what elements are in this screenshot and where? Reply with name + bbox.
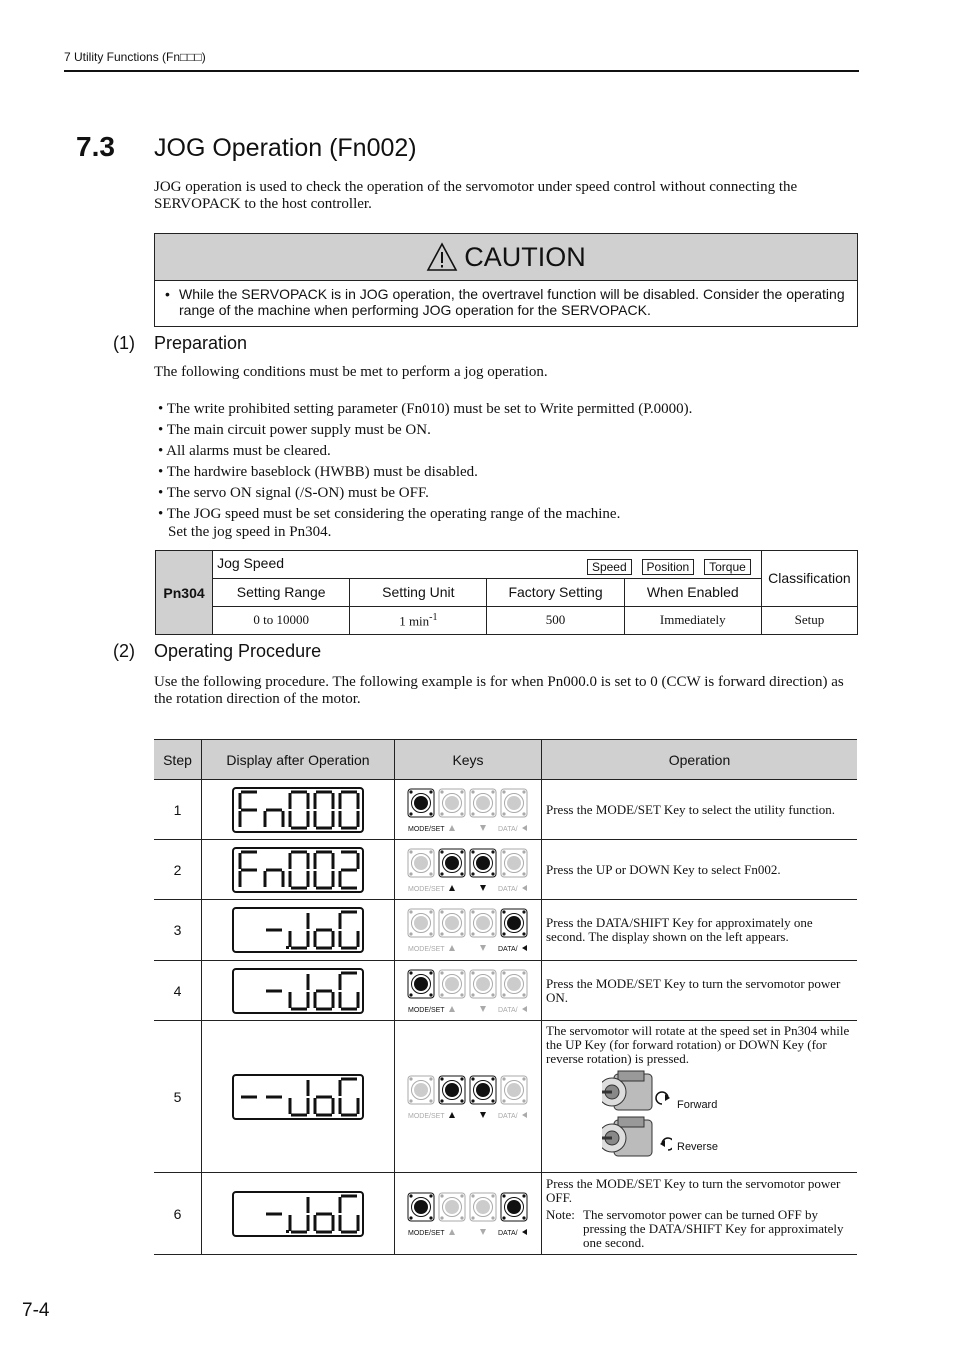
- display-segment: [239, 871, 242, 887]
- down-key: [470, 789, 496, 817]
- display-segment: [307, 913, 310, 929]
- column-header: Display after Operation: [202, 740, 395, 780]
- display-segment: [264, 871, 267, 887]
- shift-arrow-icon: [522, 1006, 527, 1012]
- mode-set-label: MODE/SET: [408, 946, 445, 953]
- warning-triangle-icon: [426, 242, 458, 272]
- display-segment: [341, 886, 357, 889]
- table-row: [154, 900, 857, 961]
- down-arrow-icon: [480, 1112, 486, 1118]
- mode-set-label: MODE/SET: [408, 1006, 445, 1014]
- column-header: Operation: [542, 740, 858, 780]
- data-shift-key: [501, 909, 527, 937]
- table-row: [154, 1173, 857, 1255]
- display-segment: [339, 974, 342, 990]
- display-segment: [314, 811, 317, 827]
- column-header: When Enabled: [624, 579, 761, 606]
- display-segment: [341, 1230, 357, 1233]
- display-segment: [341, 971, 357, 974]
- display-segment: [289, 871, 292, 887]
- mode-badge: Torque: [704, 559, 751, 575]
- mode-set-label: MODE/SET: [408, 1229, 445, 1237]
- display-segment: [291, 947, 307, 950]
- down-arrow-icon: [480, 885, 486, 891]
- section-intro: JOG operation is used to check the operation of the servomotor under speed control without connecting the SERVOPACK to the host controller.: [154, 179, 798, 212]
- section-title: JOG Operation (Fn002): [154, 134, 417, 162]
- data-shift-key: [501, 1193, 527, 1221]
- seven-segment-display: [202, 907, 394, 953]
- param-name: Jog Speed: [217, 555, 285, 571]
- keypad-svg: [406, 906, 530, 954]
- display-segment: [241, 790, 257, 793]
- display-segment: [266, 1095, 282, 1098]
- display-segment: [339, 1098, 342, 1114]
- seven-segment-display: [202, 968, 394, 1014]
- display-segment: [357, 793, 360, 809]
- setting-unit: 1 min: [399, 612, 430, 628]
- keypad-svg: [406, 967, 530, 1015]
- operation-text: Press the MODE/SET Key to turn the servomotor power ON.: [542, 961, 858, 1021]
- mode-set-key: [408, 909, 434, 937]
- display-segment: [266, 868, 282, 871]
- section-number: 7.3: [76, 131, 115, 162]
- display-segment: [341, 850, 357, 853]
- display-segment: [314, 931, 317, 947]
- list-item: • All alarms must be cleared.: [158, 443, 331, 459]
- display-segment: [316, 1007, 332, 1010]
- seven-segment-display: [202, 1191, 394, 1237]
- display-cell: [202, 900, 395, 961]
- subsection-number: (2): [113, 641, 135, 661]
- classification-label: Classification: [761, 551, 857, 607]
- keypad-illustration: [395, 1190, 541, 1238]
- keys-cell: [395, 780, 542, 840]
- display-segment: [314, 1098, 317, 1114]
- display-segment: [341, 1113, 357, 1116]
- step-number: 5: [154, 1021, 202, 1173]
- parameter-table: [155, 550, 858, 635]
- display-segment: [316, 790, 332, 793]
- display-segment: [266, 808, 282, 811]
- column-header: Keys: [395, 740, 542, 780]
- display-svg: [232, 968, 364, 1014]
- display-segment: [289, 811, 292, 827]
- mode-set-label: MODE/SET: [408, 1112, 445, 1120]
- display-segment: [332, 1215, 335, 1231]
- display-segment: [341, 1194, 357, 1197]
- display-segment: [264, 811, 267, 827]
- display-segment: [332, 811, 335, 827]
- servomotor-forward-icon: [602, 1070, 672, 1116]
- page-number: 7-4: [22, 1300, 50, 1321]
- procedure-table: [154, 739, 857, 1255]
- seven-segment-display: [202, 787, 394, 833]
- display-svg: [232, 1074, 364, 1120]
- display-segment: [332, 931, 335, 947]
- display-cell: [202, 1173, 395, 1255]
- display-segment: [357, 1215, 360, 1231]
- down-key: [470, 1193, 496, 1221]
- list-item: • The write prohibited setting parameter (Fn010) must be set to Write permitted (P.0000).: [158, 401, 693, 417]
- display-segment: [357, 931, 360, 947]
- display-segment: [291, 826, 307, 829]
- keypad-svg: [406, 1190, 530, 1238]
- subsection-title: Operating Procedure: [154, 641, 322, 661]
- display-segment: [289, 853, 292, 869]
- display-segment: [239, 793, 242, 809]
- data-shift-key: [501, 1076, 527, 1104]
- display-segment: [307, 871, 310, 887]
- display-segment: [314, 853, 317, 869]
- mode-badge: Position: [642, 559, 695, 575]
- display-segment: [289, 931, 292, 947]
- when-enabled: Immediately: [624, 606, 761, 634]
- classification-value: Setup: [761, 606, 857, 634]
- keypad-illustration: [395, 786, 541, 834]
- display-digit: [241, 1095, 257, 1098]
- display-frame: [233, 969, 363, 1013]
- keys-cell: [395, 840, 542, 900]
- display-cell: [202, 840, 395, 900]
- step-number: 2: [154, 840, 202, 900]
- condition-list: [158, 399, 692, 539]
- operation-text: Press the MODE/SET Key to turn the servomotor power OFF.: [546, 1176, 841, 1205]
- keypad-svg: [406, 1073, 530, 1121]
- factory-setting: 500: [487, 606, 624, 634]
- display-segment: [316, 1212, 332, 1215]
- display-segment: [357, 992, 360, 1008]
- step-number: 6: [154, 1173, 202, 1255]
- display-segment: [316, 826, 332, 829]
- display-svg: [232, 1191, 364, 1237]
- display-segment: [332, 853, 335, 869]
- display-segment: [332, 1098, 335, 1114]
- running-header: 7 Utility Functions (Fn□□□): [64, 50, 206, 64]
- setting-unit-cell: [350, 606, 487, 634]
- up-key: [439, 789, 465, 817]
- display-segment: [266, 1212, 282, 1215]
- display-segment: [314, 1215, 317, 1231]
- display-segment: [339, 793, 342, 809]
- mode-set-key: [408, 789, 434, 817]
- mode-set-label: MODE/SET: [408, 885, 445, 893]
- mode-set-key: [408, 1076, 434, 1104]
- display-segment: [307, 1080, 310, 1096]
- display-segment: [266, 929, 282, 932]
- display-segment: [332, 871, 335, 887]
- shift-arrow-icon: [522, 885, 527, 891]
- display-segment: [341, 911, 357, 914]
- column-header: Setting Unit: [350, 579, 487, 606]
- display-segment: [291, 886, 307, 889]
- display-segment: [314, 871, 317, 887]
- display-segment: [314, 992, 317, 1008]
- param-id: Pn304: [156, 551, 213, 635]
- preparation-intro: The following conditions must be met to perform a jog operation.: [154, 364, 548, 380]
- keypad-svg: [406, 786, 530, 834]
- display-segment: [241, 808, 257, 811]
- down-arrow-icon: [480, 825, 486, 831]
- display-segment: [289, 1215, 292, 1231]
- data-shift-label: DATA/: [498, 1229, 518, 1237]
- display-segment: [316, 1095, 332, 1098]
- display-segment: [307, 1197, 310, 1213]
- display-segment: [316, 1230, 332, 1233]
- down-key: [470, 849, 496, 877]
- display-segment: [339, 811, 342, 827]
- mode-set-key: [408, 970, 434, 998]
- display-segment: [357, 1098, 360, 1114]
- up-arrow-icon: [449, 1006, 455, 1012]
- down-key: [470, 970, 496, 998]
- seven-segment-display: [202, 1074, 394, 1120]
- display-segment: [339, 931, 342, 947]
- display-segment: [316, 989, 332, 992]
- keypad-svg: [406, 846, 530, 894]
- keypad-illustration: [395, 846, 541, 894]
- down-arrow-icon: [480, 945, 486, 951]
- operation-text: Press the MODE/SET Key to select the utility function.: [542, 780, 858, 840]
- mode-set-label: MODE/SET: [408, 825, 445, 833]
- caution-box: [154, 233, 858, 327]
- display-svg: [232, 787, 364, 833]
- display-segment: [282, 811, 285, 827]
- caution-bullet: •: [165, 286, 170, 302]
- operation-text: The servomotor will rotate at the speed set in Pn304 while the UP Key (for forward rotation) or DOWN Key (for reverse rotation) is pressed.: [546, 1023, 850, 1066]
- keypad-illustration: [395, 906, 541, 954]
- display-segment: [341, 790, 357, 793]
- display-segment: [339, 1197, 342, 1213]
- unit-exponent: -1: [429, 611, 438, 623]
- down-key: [470, 1076, 496, 1104]
- display-segment: [332, 793, 335, 809]
- column-header: Step: [154, 740, 202, 780]
- table-row: [154, 961, 857, 1021]
- table-row: [154, 1021, 857, 1173]
- caution-title: CAUTION: [464, 241, 586, 272]
- display-segment: [341, 947, 357, 950]
- display-segment: [291, 850, 307, 853]
- shift-arrow-icon: [522, 1229, 527, 1235]
- subsection-procedure: [113, 641, 413, 665]
- subsection-title: Preparation: [154, 333, 248, 353]
- display-segment: [316, 850, 332, 853]
- keys-cell: [395, 900, 542, 961]
- subsection-number: (1): [113, 333, 135, 353]
- list-item: Set the jog speed in Pn304.: [168, 524, 332, 540]
- up-key: [439, 849, 465, 877]
- down-key: [470, 909, 496, 937]
- mode-set-key: [408, 1193, 434, 1221]
- display-segment: [357, 853, 360, 869]
- display-segment: [339, 992, 342, 1008]
- note-label: Note:: [546, 1207, 575, 1222]
- display-segment: [316, 886, 332, 889]
- keypad-illustration: [395, 967, 541, 1015]
- data-shift-key: [501, 849, 527, 877]
- display-segment: [341, 1007, 357, 1010]
- data-shift-key: [501, 970, 527, 998]
- keys-cell: [395, 1021, 542, 1173]
- display-segment: [307, 931, 310, 947]
- step-number: 3: [154, 900, 202, 961]
- list-item: • The main circuit power supply must be ON.: [158, 422, 431, 438]
- up-key: [439, 1076, 465, 1104]
- shift-arrow-icon: [522, 945, 527, 951]
- display-segment: [289, 793, 292, 809]
- up-arrow-icon: [449, 825, 455, 831]
- data-shift-label: DATA/: [498, 885, 518, 893]
- shift-arrow-icon: [522, 1112, 527, 1118]
- keypad-illustration: [395, 1073, 541, 1121]
- display-segment: [332, 992, 335, 1008]
- keys-cell: [395, 1173, 542, 1255]
- down-arrow-icon: [480, 1229, 486, 1235]
- display-svg: [232, 907, 364, 953]
- up-arrow-icon: [449, 1112, 455, 1118]
- note-text: The servomotor power can be turned OFF by pressing the DATA/SHIFT Key for approximately one second.: [583, 1207, 844, 1250]
- reverse-label: Reverse: [677, 1141, 718, 1153]
- down-arrow-icon: [480, 1006, 486, 1012]
- operation-cell: [542, 1173, 858, 1255]
- forward-label: Forward: [677, 1099, 718, 1111]
- display-segment: [341, 1077, 357, 1080]
- display-segment: [266, 989, 282, 992]
- data-shift-label: DATA/: [498, 1006, 518, 1014]
- display-segment: [341, 868, 357, 871]
- column-header: Factory Setting: [487, 579, 624, 606]
- display-segment: [341, 826, 357, 829]
- display-segment: [307, 1215, 310, 1231]
- step-number: 1: [154, 780, 202, 840]
- display-cell: [202, 780, 395, 840]
- display-segment: [291, 1230, 307, 1233]
- display-segment: [307, 853, 310, 869]
- data-shift-key: [501, 789, 527, 817]
- param-name-cell: [213, 551, 762, 579]
- shift-arrow-icon: [522, 825, 527, 831]
- setting-range: 0 to 10000: [213, 606, 350, 634]
- step-number: 4: [154, 961, 202, 1021]
- display-digit: [266, 989, 282, 992]
- display-segment: [314, 793, 317, 809]
- operation-text: Press the DATA/SHIFT Key for approximately one second. The display shown on the left appears.: [542, 900, 858, 961]
- data-shift-label: DATA/: [498, 946, 518, 953]
- table-row: [154, 840, 857, 900]
- display-segment: [289, 1098, 292, 1114]
- display-segment: [307, 974, 310, 990]
- display-segment: [289, 992, 292, 1008]
- up-key: [439, 1193, 465, 1221]
- table-row: [154, 780, 857, 840]
- up-key: [439, 909, 465, 937]
- caution-text: While the SERVOPACK is in JOG operation, the overtravel function will be disabled. Consider the operating range of the machine when performing JOG operation for the SERVOPACK.: [179, 286, 845, 318]
- display-segment: [316, 929, 332, 932]
- display-segment: [339, 871, 342, 887]
- column-header: Setting Range: [213, 579, 350, 606]
- display-segment: [291, 1113, 307, 1116]
- display-svg: [232, 847, 364, 893]
- caution-body: [155, 281, 857, 318]
- display-segment: [357, 811, 360, 827]
- display-digit: [266, 1095, 282, 1098]
- operation-cell: [542, 1021, 858, 1173]
- display-segment: [307, 793, 310, 809]
- mode-set-key: [408, 849, 434, 877]
- up-arrow-icon: [449, 885, 455, 891]
- list-item: • The servo ON signal (/S-ON) must be OFF.: [158, 485, 429, 501]
- header-rule: [64, 70, 859, 72]
- up-arrow-icon: [449, 945, 455, 951]
- subsection-preparation: [113, 333, 413, 357]
- display-cell: [202, 961, 395, 1021]
- data-shift-label: DATA/: [498, 1112, 518, 1120]
- display-segment: [307, 992, 310, 1008]
- display-segment: [241, 1095, 257, 1098]
- display-segment: [307, 811, 310, 827]
- display-segment: [339, 913, 342, 929]
- display-frame: [233, 908, 363, 952]
- mode-badge: Speed: [587, 559, 632, 575]
- operation-text: Press the UP or DOWN Key to select Fn002.: [542, 840, 858, 900]
- display-segment: [339, 1080, 342, 1096]
- display-segment: [307, 1098, 310, 1114]
- display-segment: [316, 1113, 332, 1116]
- procedure-intro: Use the following procedure. The following example is for when Pn000.0 is set to 0 (CCW is forward direction) as the rotation direction of the motor.: [154, 674, 844, 707]
- data-shift-label: DATA/: [498, 825, 518, 833]
- display-segment: [241, 850, 257, 853]
- display-segment: [316, 947, 332, 950]
- keys-cell: [395, 961, 542, 1021]
- seven-segment-display: [202, 847, 394, 893]
- display-segment: [239, 811, 242, 827]
- display-segment: [291, 790, 307, 793]
- list-item: • The hardwire baseblock (HWBB) must be disabled.: [158, 464, 478, 480]
- display-segment: [239, 853, 242, 869]
- display-segment: [241, 868, 257, 871]
- caution-header: [155, 234, 857, 281]
- servomotor-reverse-icon: [602, 1116, 672, 1162]
- display-segment: [282, 871, 285, 887]
- up-arrow-icon: [449, 1229, 455, 1235]
- list-item: • The JOG speed must be set considering the operating range of the machine.: [158, 506, 621, 522]
- display-frame: [233, 1192, 363, 1236]
- up-key: [439, 970, 465, 998]
- display-cell: [202, 1021, 395, 1173]
- display-segment: [339, 1215, 342, 1231]
- display-segment: [291, 1007, 307, 1010]
